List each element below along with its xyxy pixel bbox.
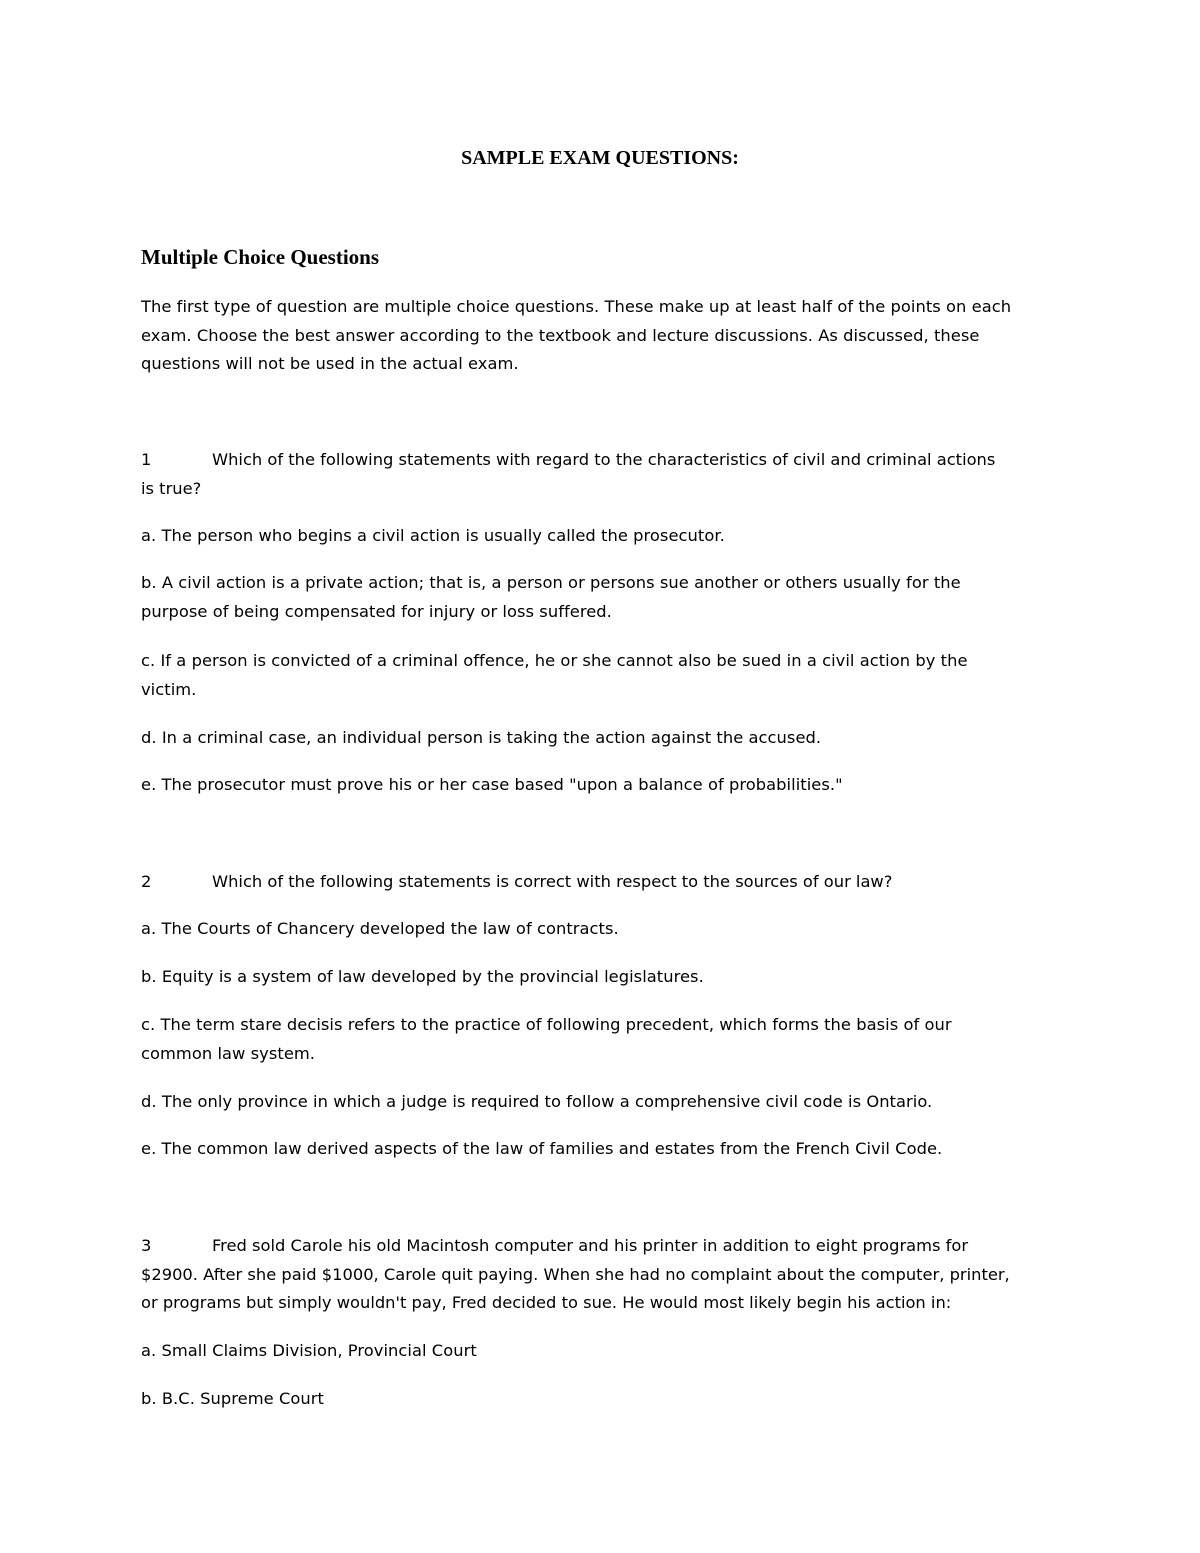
question-number: 3	[141, 1236, 152, 1255]
question-2-option-d	[141, 1088, 1061, 1117]
question-line: Which of the following statements is correct with respect to the sources of our law?	[212, 872, 893, 891]
option-line: common law system.	[141, 1043, 316, 1063]
option-line: d. The only province in which a judge is required to follow a comprehensive civil code is Ontario.	[141, 1092, 933, 1111]
question-3-stem	[141, 1232, 1071, 1318]
question-2-option-c	[141, 1011, 1061, 1068]
question-2-option-b	[141, 963, 1061, 992]
question-line: or programs but simply wouldn't pay, Fred decided to sue. He would most likely begin his action in:	[141, 1293, 952, 1313]
option-line: c. If a person is convicted of a criminal offence, he or she cannot also be sued in a civil action by the	[141, 651, 968, 670]
option-line: d. In a criminal case, an individual person is taking the action against the accused.	[141, 728, 822, 747]
option-line: b. Equity is a system of law developed by the provincial legislatures.	[141, 967, 704, 986]
option-line: purpose of being compensated for injury or loss suffered.	[141, 601, 612, 621]
option-line: e. The common law derived aspects of the law of families and estates from the French Civil Code.	[141, 1139, 943, 1158]
question-1-stem	[141, 446, 1071, 503]
intro-paragraph	[141, 293, 1061, 379]
question-line: $2900. After she paid $1000, Carole quit paying. When she had no complaint about the computer, printer,	[141, 1264, 1010, 1284]
question-3-option-b	[141, 1385, 1061, 1414]
option-line: c. The term stare decisis refers to the practice of following precedent, which forms the basis of our	[141, 1015, 952, 1034]
section-heading: Multiple Choice Questions	[141, 245, 380, 269]
question-line: Fred sold Carole his old Macintosh computer and his printer in addition to eight programs for	[212, 1236, 969, 1255]
question-line: is true?	[141, 478, 202, 498]
question-2-option-e	[141, 1135, 1061, 1164]
intro-line: exam. Choose the best answer according to the textbook and lecture discussions. As discussed, these	[141, 325, 980, 345]
question-3-option-a	[141, 1337, 1061, 1366]
question-1-option-d	[141, 724, 1061, 753]
question-2-option-a	[141, 915, 1061, 944]
option-line: a. The person who begins a civil action is usually called the prosecutor.	[141, 526, 725, 545]
option-line: e. The prosecutor must prove his or her case based "upon a balance of probabilities."	[141, 775, 843, 794]
question-1-option-b	[141, 569, 1061, 626]
intro-line: questions will not be used in the actual exam.	[141, 354, 519, 374]
question-2-stem	[141, 868, 1071, 897]
option-line: victim.	[141, 679, 197, 699]
question-line: Which of the following statements with regard to the characteristics of civil and criminal actions	[212, 450, 996, 469]
option-line: b. B.C. Supreme Court	[141, 1389, 324, 1408]
question-1-option-a	[141, 522, 1061, 551]
question-1-option-e	[141, 771, 1061, 800]
option-line: a. The Courts of Chancery developed the law of contracts.	[141, 919, 619, 938]
intro-line: The first type of question are multiple choice questions. These make up at least half of the points on each	[141, 297, 1012, 316]
question-number: 2	[141, 872, 152, 891]
question-number: 1	[141, 450, 152, 469]
option-line: b. A civil action is a private action; that is, a person or persons sue another or others usually for the	[141, 573, 961, 592]
question-1-option-c	[141, 647, 1061, 704]
document-title: SAMPLE EXAM QUESTIONS:	[461, 147, 739, 169]
option-line: a. Small Claims Division, Provincial Court	[141, 1341, 477, 1360]
